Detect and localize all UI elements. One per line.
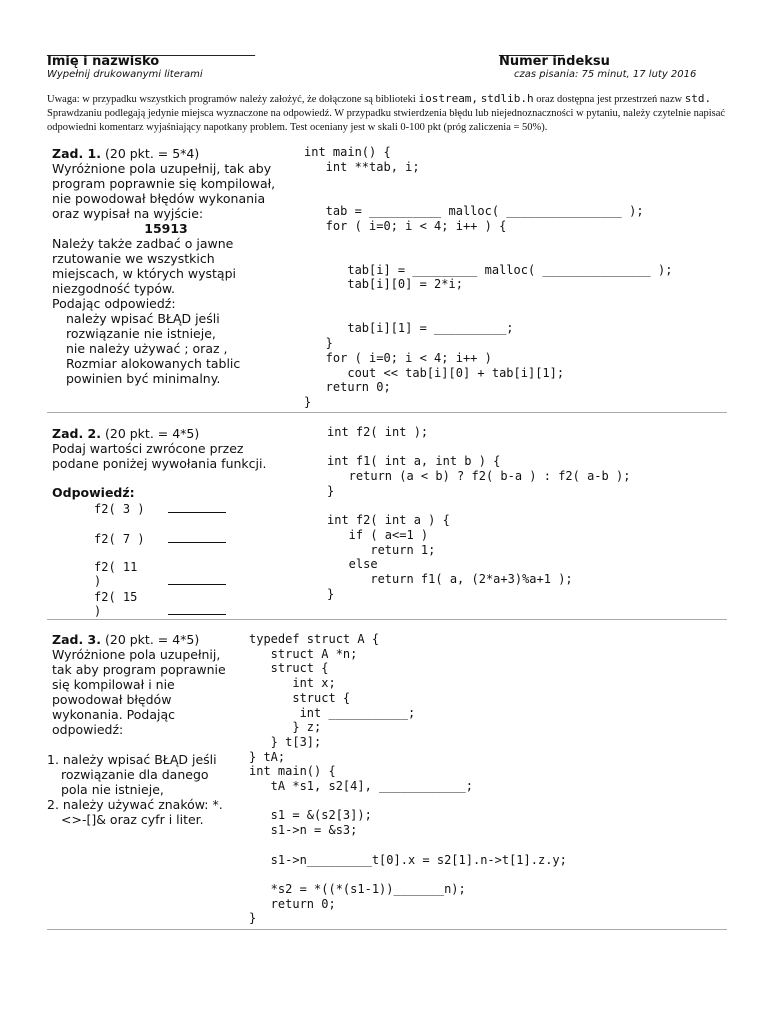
exam-time: czas pisania: 75 minut, 17 luty 2016 (514, 69, 697, 80)
divider-3 (47, 929, 727, 930)
name-label: Imię i nazwisko (47, 54, 160, 69)
task1-desc: Wyróżnione pola uzupełnij, tak aby program poprawnie się kompilował, nie powodował błędów wykonania oraz wypisał na wyjście: (52, 161, 276, 221)
note-text-3: Sprawdzaniu podlegają jedynie miejsca wyznaczone na odpowiedź. W przypadku stwierdzenia błędu lub niejednoznaczności w pytaniu, należy czytelnie napisać odpowiedni komentarz wyjaśniający napotkany problem. Test oceniany jest w skali 0-100 pkt (próg zaliczenia = 50%). (47, 108, 726, 133)
task1-title: Zad. 1. (52, 146, 101, 161)
task3-description (52, 632, 232, 737)
note-text-1: Uwaga: w przypadku wszystkich programów należy założyć, że dołączone są biblioteki (47, 94, 419, 105)
task2-points: (20 pkt. = 4*5) (104, 426, 200, 441)
task2-call-4: f2( 15 ) (94, 590, 138, 618)
task2-answer-row-2 (94, 530, 226, 546)
task3-rule-1: 1. należy wpisać BŁĄD jeśli rozwiązanie dla danego pola nie istnieje, (47, 752, 217, 797)
task2-answer-field-2[interactable] (168, 530, 226, 543)
task1-points: (20 pkt. = 5*4) (104, 146, 200, 161)
task2-answer-field-1[interactable] (168, 500, 226, 513)
index-underline[interactable]: __________ (499, 42, 564, 57)
task2-answer-row-4 (94, 590, 226, 618)
exam-note (47, 92, 727, 135)
task2-call-2: f2( 7 ) (94, 532, 145, 546)
task1-rule-3: Rozmiar alokowanych tablic powinien być minimalny. (66, 356, 241, 386)
divider-1 (47, 412, 727, 413)
task3-points: (20 pkt. = 4*5) (104, 632, 200, 647)
note-lib-stdlib: stdlib.h (480, 92, 534, 105)
name-underline[interactable]: ________________________________ (47, 42, 255, 57)
note-lib-iostream: iostream, (418, 92, 479, 105)
task2-answer-field-4[interactable] (168, 602, 226, 615)
task1-output: 15913 (144, 221, 188, 236)
task2-desc: Podaj wartości zwrócone przez podane poniżej wywołania funkcji. (52, 441, 267, 471)
task2-title: Zad. 2. (52, 426, 101, 441)
task1-rule-1: należy wpisać BŁĄD jeśli rozwiązanie nie istnieje, (66, 311, 220, 341)
task1-answer-intro: Podając odpowiedź: (52, 296, 176, 311)
task3-desc: Wyróżnione pola uzupełnij, tak aby program poprawnie się kompilował i nie powodował błędów wykonania. Podając odpowiedź: (52, 647, 226, 737)
task2-code: int f2( int ); int f1( int a, int b ) { return (a < b) ? f2( b-a ) : f2( a-b ); } int f2( int a ) { if ( a<=1 ) return 1; else return f1( a, (2*a+3)%a+1 ); } (327, 425, 631, 601)
task1-code[interactable]: int main() { int **tab, i; tab = __________ malloc( ________________ ); for ( i=0; i < 4; i++ ) { tab[i] = _________ malloc( _______________ ); tab[i][0] = 2*i; tab[i][1] = __________; } for ( i=0; i < 4; i++ ) cout << tab[i][0] + tab[i][1]; return 0; } (304, 145, 673, 409)
task2-answer-label: Odpowiedź: (52, 485, 135, 500)
divider-2 (47, 619, 727, 620)
note-text-2: oraz dostępna jest przestrzeń nazw (533, 94, 685, 105)
task3-rules (47, 752, 237, 827)
task2-description (52, 426, 292, 471)
note-namespace: std. (684, 92, 712, 105)
task3-code[interactable]: typedef struct A { struct A *n; struct { int x; struct { int ___________; } z; } t[3]; } tA; int main() { tA *s1, s2[4], ____________; s1 = &(s2[3]); s1->n = &s3; s1->n_________t[0].x = s2[1].n->t[1].z.y; *s2 = *((*(s1-1))_______n); return 0; } (249, 632, 567, 926)
task1-desc-casting: Należy także zadbać o jawne rzutowanie we wszystkich miejscach, w których wystąpi niezgodność typów. (52, 236, 236, 296)
task2-call-1: f2( 3 ) (94, 502, 145, 516)
task2-call-3: f2( 11 ) (94, 560, 138, 588)
task2-answer-row-1 (94, 500, 226, 516)
task2-answer-field-3[interactable] (168, 572, 226, 585)
task3-rule-2: 2. należy używać znaków: *.<>-[]& oraz cyfr i liter. (47, 797, 223, 827)
index-label: Numer indeksu (499, 54, 610, 69)
task2-answer-row-3 (94, 560, 226, 588)
task3-title: Zad. 3. (52, 632, 101, 647)
task1-description (52, 146, 280, 386)
task1-rule-2: nie należy używać ; oraz , (66, 341, 228, 356)
name-hint: Wypełnij drukowanymi literami (47, 69, 203, 80)
